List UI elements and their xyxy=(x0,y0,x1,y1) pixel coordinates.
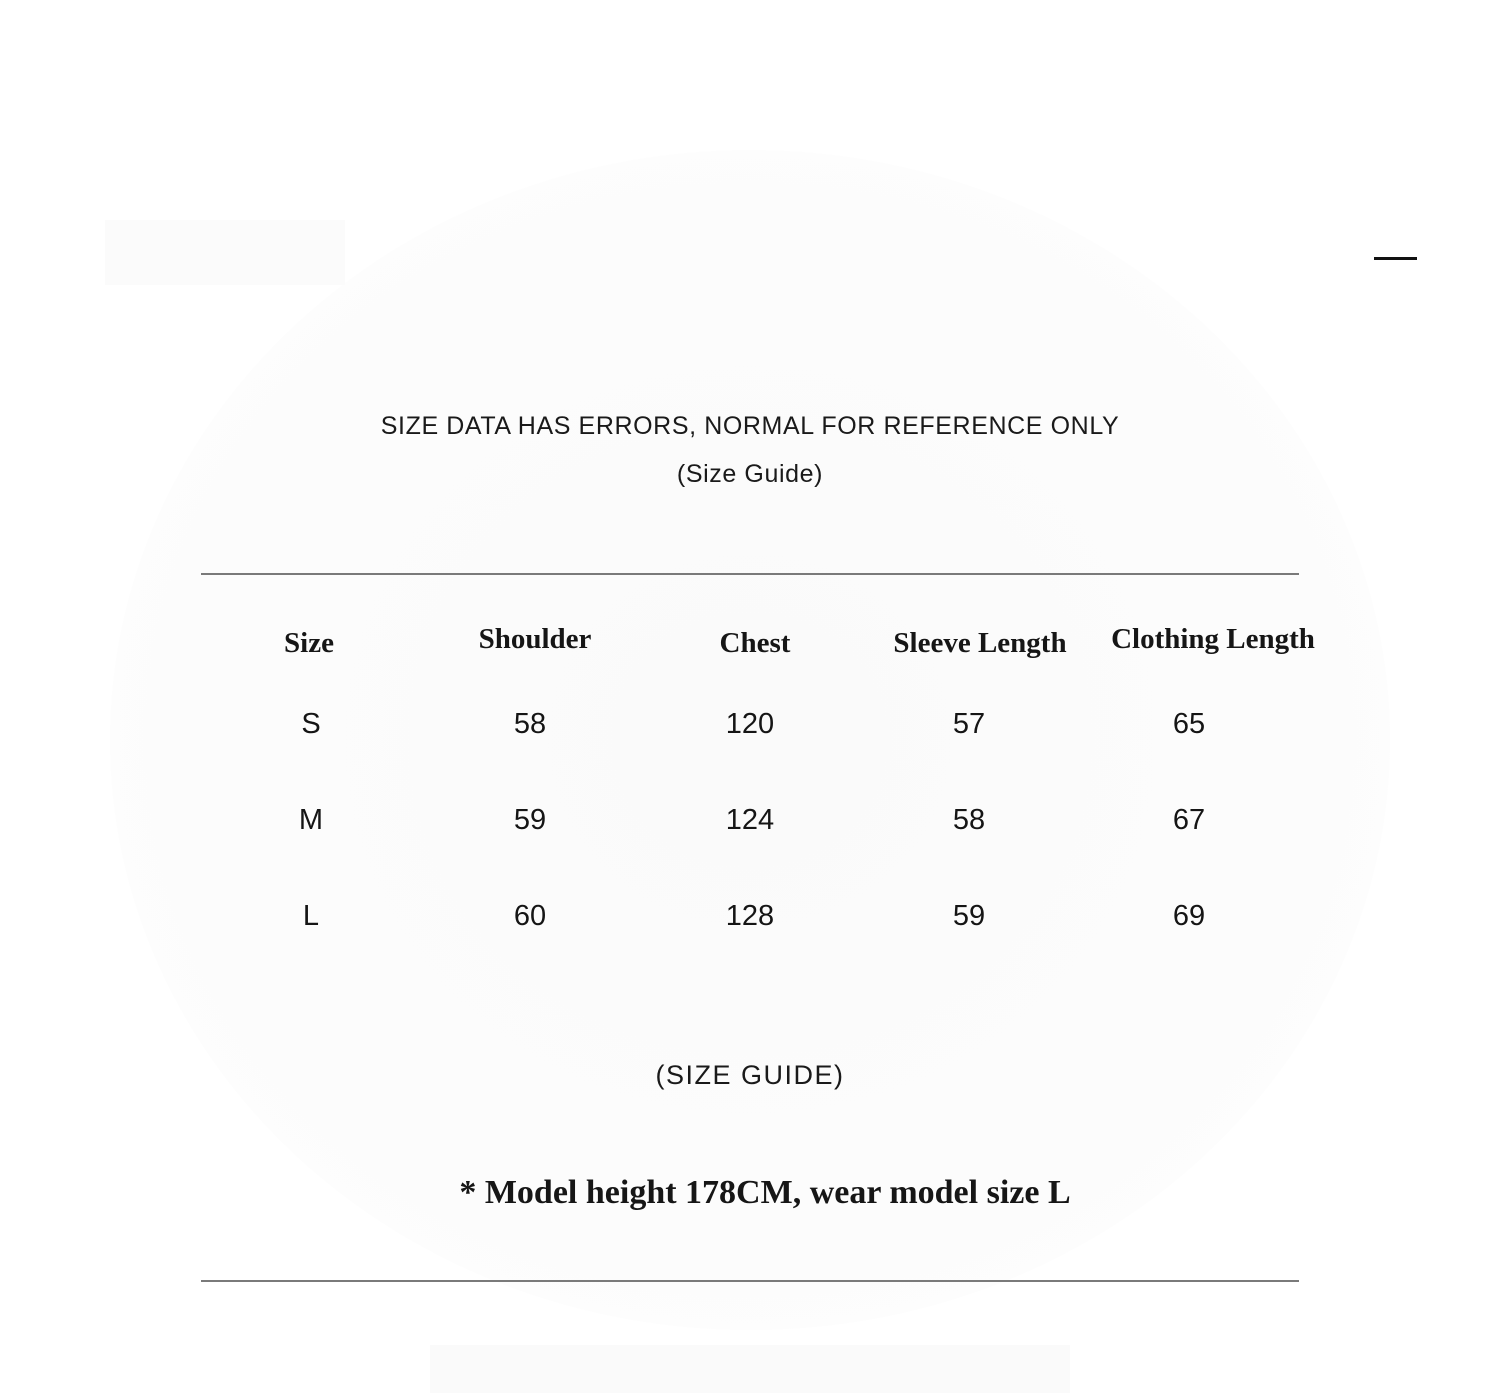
column-header-clothing-length: Clothing Length xyxy=(1111,623,1315,655)
table-cell: M xyxy=(298,804,324,836)
table-cell: 60 xyxy=(513,900,547,932)
size-guide-subtitle: (Size Guide) xyxy=(676,460,824,488)
top-divider xyxy=(201,573,1299,575)
table-cell: 59 xyxy=(952,900,986,932)
column-header-sleeve-length: Sleeve Length xyxy=(893,627,1067,659)
column-header-size: Size xyxy=(284,627,334,659)
table-cell: 65 xyxy=(1172,708,1206,740)
column-header-shoulder: Shoulder xyxy=(478,623,592,655)
table-cell: 59 xyxy=(513,804,547,836)
background-wash-bottom xyxy=(430,1345,1070,1393)
table-cell: 124 xyxy=(725,804,775,836)
table-cell: 58 xyxy=(513,708,547,740)
background-wash-top-left xyxy=(105,220,345,285)
table-cell: 58 xyxy=(952,804,986,836)
table-cell: S xyxy=(301,708,321,740)
table-cell: 57 xyxy=(952,708,986,740)
size-guide-caption: (SIZE GUIDE) xyxy=(655,1060,845,1090)
column-header-chest: Chest xyxy=(719,627,791,659)
table-cell: 69 xyxy=(1172,900,1206,932)
reference-notice: SIZE DATA HAS ERRORS, NORMAL FOR REFERENCE ONLY xyxy=(380,412,1120,440)
table-cell: L xyxy=(302,900,320,932)
table-cell: 128 xyxy=(725,900,775,932)
model-note: * Model height 178CM, wear model size L xyxy=(459,1174,1071,1211)
dash-icon xyxy=(1374,257,1417,260)
table-cell: 120 xyxy=(725,708,775,740)
table-cell: 67 xyxy=(1172,804,1206,836)
bottom-divider xyxy=(201,1280,1299,1282)
